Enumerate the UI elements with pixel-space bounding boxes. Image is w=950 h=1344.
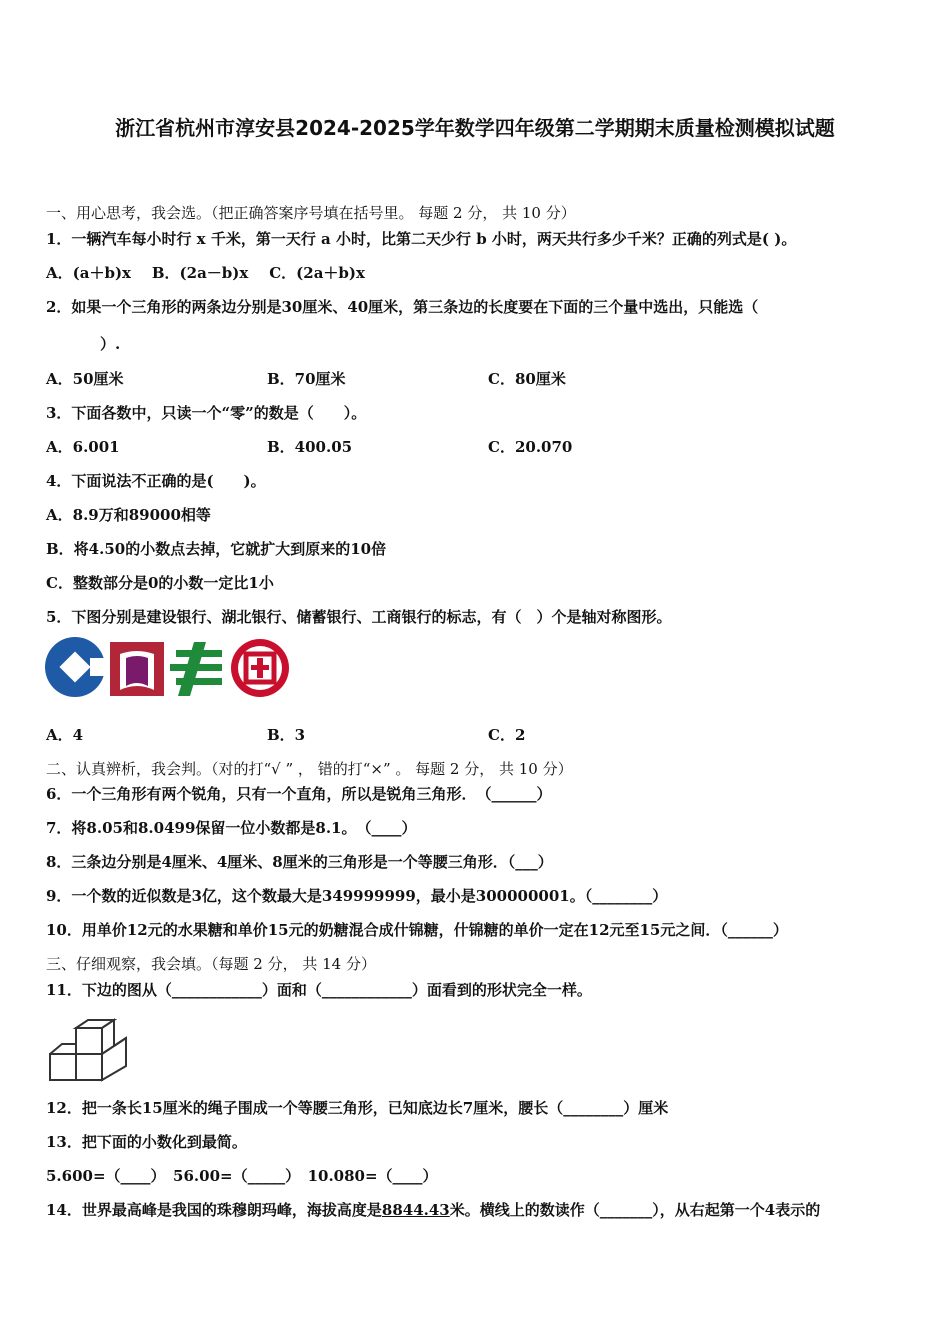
q3-option-b: B．400.05 bbox=[267, 438, 353, 456]
q1-text: 1．一辆汽车每小时行 x 千米，第一天行 a 小时，比第二天少行 b 小时，两天共行多少千米？正确的列式是( )。 bbox=[46, 230, 797, 248]
section3-heading: 三、仔细观察，我会填。（每题 2 分， 共 14 分） bbox=[46, 955, 376, 973]
q14-prefix: 14．世界最高峰是我国的珠穆朗玛峰，海拔高度是 bbox=[46, 1201, 382, 1219]
q3-option-c: C．20.070 bbox=[488, 438, 573, 456]
q2-option-a: A．50厘米 bbox=[46, 370, 124, 388]
q2-option-c: C．80厘米 bbox=[488, 370, 566, 388]
hubei-bank-logo bbox=[110, 642, 164, 696]
q5-option-c: C．2 bbox=[488, 726, 526, 744]
section2-heading: 二、认真辨析，我会判。（对的打“√ ” ， 错的打“×” 。 每题 2 分， 共 10 分） bbox=[46, 760, 573, 778]
q10-text: 10．用单价12元的水果糖和单价15元的奶糖混合成什锦糖，什锦糖的单价一定在12元至15元之间．（______） bbox=[46, 921, 788, 939]
q13-items: 5.600=（____） 56.00=（_____） 10.080=（____） bbox=[46, 1167, 438, 1185]
q14-suffix: 米。横线上的数读作（_______），从右起第一个4表示的 bbox=[449, 1201, 821, 1219]
q8-text: 8．三条边分别是4厘米、4厘米、8厘米的三角形是一个等腰三角形．（___） bbox=[46, 853, 553, 871]
postal-savings-logo bbox=[170, 642, 222, 696]
section1-heading: 一、用心思考，我会选。（把正确答案序号填在括号里。 每题 2 分， 共 10 分） bbox=[46, 204, 576, 222]
q14-text bbox=[46, 1199, 820, 1220]
page-title: 浙江省杭州市淳安县2024-2025学年数学四年级第二学期期末质量检测模拟试题 bbox=[115, 116, 835, 140]
icbc-logo bbox=[231, 639, 289, 697]
q5-text: 5．下图分别是建设银行、湖北银行、储蓄银行、工商银行的标志，有（ ）个是轴对称图形。 bbox=[46, 608, 672, 626]
q5-option-b: B．3 bbox=[267, 726, 306, 744]
q2-text: 2．如果一个三角形的两条边分别是30厘米、40厘米，第三条边的长度要在下面的三个量中选出，只能选（ bbox=[46, 298, 759, 316]
bank-logos bbox=[44, 636, 294, 702]
q9-text: 9．一个数的近似数是3亿，这个数最大是349999999，最小是300000001。（________） bbox=[46, 887, 668, 905]
cube-figure bbox=[46, 1016, 132, 1084]
q5-option-a: A．4 bbox=[46, 726, 84, 744]
q12-text: 12．把一条长15厘米的绳子围成一个等腰三角形，已知底边长7厘米，腰长（________）厘米 bbox=[46, 1099, 669, 1117]
q4-option-b: B．将4.50的小数点去掉，它就扩大到原来的10倍 bbox=[46, 540, 387, 558]
q2-option-b: B．70厘米 bbox=[267, 370, 346, 388]
q13-text: 13．把下面的小数化到最简。 bbox=[46, 1133, 247, 1151]
q6-text: 6．一个三角形有两个锐角，只有一个直角，所以是锐角三角形． （______） bbox=[46, 785, 552, 803]
q2-text-cont: ）. bbox=[100, 335, 121, 353]
q4-text: 4．下面说法不正确的是( )。 bbox=[46, 472, 266, 490]
q3-text: 3．下面各数中，只读一个“零”的数是（ ）。 bbox=[46, 404, 367, 422]
q3-option-a: A．6.001 bbox=[46, 438, 120, 456]
q14-number: 8844.43 bbox=[381, 1201, 450, 1219]
q4-option-c: C．整数部分是0的小数一定比1小 bbox=[46, 574, 274, 592]
q11-text: 11．下边的图从（____________）面和（____________）面看到的形状完全一样。 bbox=[46, 981, 592, 999]
q4-option-a: A．8.9万和89000相等 bbox=[46, 506, 211, 524]
q7-text: 7．将8.05和8.0499保留一位小数都是8.1。 （____） bbox=[46, 819, 417, 837]
q1-options: A．(a＋b)x B．(2a－b)x C．(2a＋b)x bbox=[46, 264, 365, 282]
ccb-logo bbox=[45, 637, 108, 697]
